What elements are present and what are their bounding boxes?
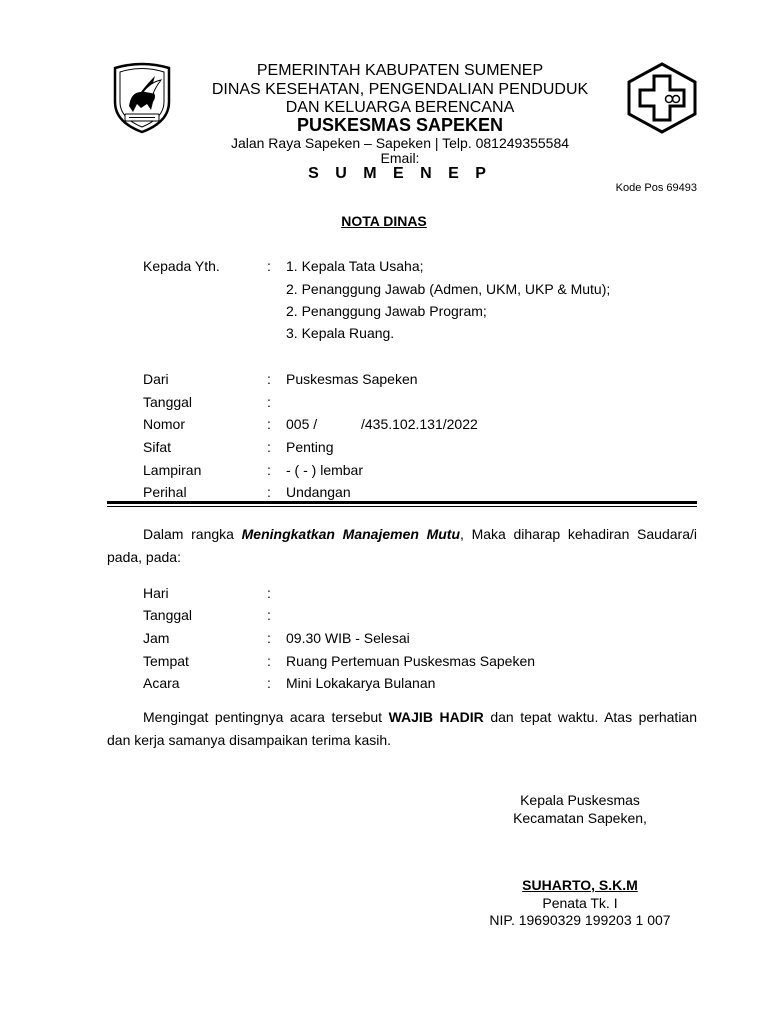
from-label: Dari [143,371,169,387]
attachment-label: Lampiran [143,462,202,478]
event-place-label: Tempat [143,653,189,669]
body-paragraph-closing [107,706,697,752]
letterhead-government: PEMERINTAH KABUPATEN SUMENEP [256,62,544,79]
event-date-label: Tanggal [143,607,193,623]
letterhead-department: DINAS KESEHATAN, PENGENDALIAN PENDUDUK [211,81,589,98]
event-agenda-label: Acara [143,675,180,691]
letterhead-email: Email: [380,150,420,166]
signatory-name: SUHARTO, S.K.M [522,877,638,893]
event-time-value: 09.30 WIB - Selesai [286,630,410,646]
recipient-item: 2. Penanggung Jawab (Admen, UKM, UKP & Mutu); [286,281,611,297]
nature-label: Sifat [143,439,172,455]
divider-thick [107,501,697,504]
colon: : [267,653,271,669]
letterhead-address: Jalan Raya Sapeken – Sapeken | Telp. 081249355584 [230,135,570,151]
letterhead-institution: PUSKESMAS SAPEKEN [296,115,504,135]
colon: : [267,484,271,500]
colon: : [267,258,271,274]
subject-label: Perihal [143,484,187,500]
body-text: dan tepat waktu. Atas perhatian dan kerja samanya disampaikan terima kasih. [107,709,698,748]
recipient-item: 1. Kepala Tata Usaha; [286,258,424,274]
body-emphasis: Meningkatkan Manajemen Mutu [241,526,461,542]
document-title: NOTA DINAS [341,213,427,229]
number-value-prefix: 005 / [286,416,318,432]
colon: : [267,394,271,410]
signatory-rank: Penata Tk. I [542,895,618,911]
event-place-value: Ruang Pertemuan Puskesmas Sapeken [286,653,536,669]
recipients-label: Kepada Yth. [143,258,220,274]
number-label: Nomor [143,416,186,432]
colon: : [267,371,271,387]
letterhead-postal-code: Kode Pos 69493 [615,182,697,194]
colon: : [267,607,271,623]
attachment-value: - ( - ) lembar [286,462,363,478]
number-value-suffix: /435.102.131/2022 [361,416,478,432]
colon: : [267,585,271,601]
subject-value: Undangan [286,484,351,500]
nature-value: Penting [286,439,334,455]
event-agenda-value: Mini Lokakarya Bulanan [286,675,436,691]
body-text: , Maka diharap kehadiran Saudara/i pada, pada: [107,526,697,565]
signature-position-office: Kecamatan Sapeken, [513,810,647,826]
letterhead-department-cont: DAN KELUARGA BERENCANA [285,99,515,116]
body-text: Mengingat pentingnya acara tersebut [143,709,389,725]
divider-thin [107,506,697,507]
date-label: Tanggal [143,394,193,410]
letterhead-city: S U M E N E P [308,165,492,182]
recipient-item: 3. Kepala Ruang. [286,325,395,341]
signatory-nip: NIP. 19690329 199203 1 007 [489,912,671,928]
colon: : [267,630,271,646]
body-paragraph-invitation [107,523,697,569]
colon: : [267,675,271,691]
from-value: Puskesmas Sapeken [286,371,418,387]
event-time-label: Jam [143,630,170,646]
signature-position: Kepala Puskesmas [520,792,640,808]
body-emphasis: WAJIB HADIR [388,709,484,725]
recipient-item: 2. Penanggung Jawab Program; [286,303,487,319]
colon: : [267,462,271,478]
body-text: Dalam rangka [143,526,242,542]
colon: : [267,416,271,432]
event-day-label: Hari [143,585,169,601]
colon: : [267,439,271,455]
